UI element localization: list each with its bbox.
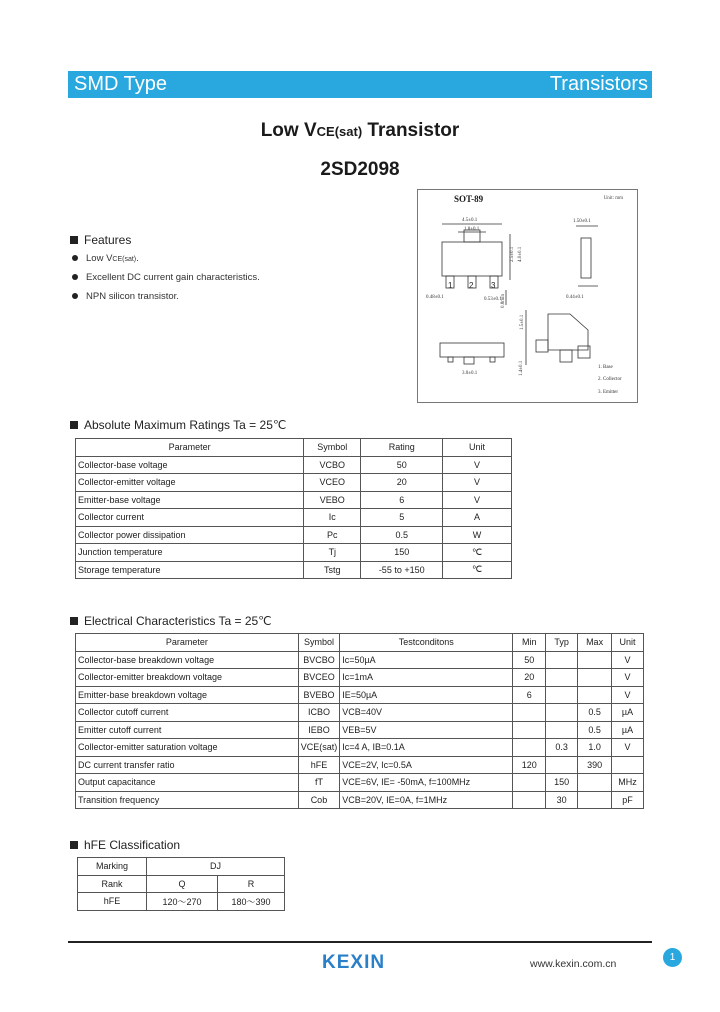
table-row: Storage temperature Tstg -55 to +150 ℃ — [76, 561, 512, 579]
svg-text:1. Base: 1. Base — [598, 365, 613, 370]
table-row: Collector-emitter breakdown voltage BVCEO Ic=1mA 20 V — [76, 669, 644, 687]
table-header-row: Parameter Symbol Testconditons Min Typ Max Unit — [76, 634, 644, 652]
features-heading: Features — [70, 233, 131, 247]
website-link[interactable]: www.kexin.com.cn — [530, 958, 617, 970]
table-row: hFE 120～270 180～390 — [78, 893, 285, 911]
product-title — [0, 120, 720, 142]
bullet-icon — [72, 274, 78, 280]
title-subscript: CE(sat) — [316, 124, 363, 139]
table-row: Collector-base breakdown voltage BVCBO Ic=50µA 50 V — [76, 651, 644, 669]
svg-text:3.0±0.1: 3.0±0.1 — [462, 371, 478, 376]
footer-divider — [68, 941, 652, 943]
table-row: Output capacitance fT VCE=6V, IE= -50mA, f=100MHz 150 MHz — [76, 774, 644, 792]
table-row: Junction temperature Tj 150 ℃ — [76, 544, 512, 562]
abs-max-heading: Absolute Maximum Ratings Ta = 25℃ — [70, 418, 286, 432]
package-drawing — [417, 189, 638, 403]
svg-text:1: 1 — [448, 281, 453, 290]
hfe-heading: hFE Classification — [70, 838, 180, 852]
svg-text:3: 3 — [491, 281, 496, 290]
svg-text:2.5±0.1: 2.5±0.1 — [510, 246, 515, 262]
table-row: Collector cutoff current ICBO VCB=40V 0.5 µA — [76, 704, 644, 722]
bullet-icon — [72, 255, 78, 261]
package-title: SOT-89 — [454, 194, 484, 204]
table-row: Collector-emitter saturation voltage VCE(sat) Ic=4 A, IB=0.1A 0.3 1.0 V — [76, 739, 644, 757]
table-row: DC current transfer ratio hFE VCE=2V, Ic=0.5A 120 390 — [76, 756, 644, 774]
title-prefix: Low V — [260, 120, 317, 141]
svg-text:1.50±0.1: 1.50±0.1 — [573, 219, 591, 224]
elec-table — [75, 633, 644, 809]
table-row: Emitter-base voltage VEBO 6 V — [76, 491, 512, 509]
svg-text:1.8±0.1: 1.8±0.1 — [464, 227, 480, 232]
table-row: Collector power dissipation Pc 0.5 W — [76, 526, 512, 544]
header-category: SMD Type — [74, 73, 167, 95]
svg-text:0.8min: 0.8min — [501, 293, 506, 308]
table-row: Transition frequency Cob VCB=20V, IE=0A, f=1MHz 30 pF — [76, 791, 644, 809]
svg-text:3. Emitter: 3. Emitter — [598, 390, 618, 395]
square-bullet-icon — [70, 236, 78, 244]
package-unit: Unit: mm — [603, 196, 623, 201]
svg-text:0.48±0.1: 0.48±0.1 — [426, 295, 444, 300]
square-bullet-icon — [70, 617, 78, 625]
hfe-table — [77, 857, 285, 911]
title-suffix: Transistor — [362, 120, 460, 141]
square-bullet-icon — [70, 421, 78, 429]
header-banner — [68, 71, 652, 98]
svg-text:0.44±0.1: 0.44±0.1 — [566, 295, 584, 300]
svg-text:2. Collector: 2. Collector — [598, 377, 622, 382]
table-header-row: Parameter Symbol Rating Unit — [76, 439, 512, 457]
table-row: Rank Q R — [78, 875, 285, 893]
svg-text:4.0±0.1: 4.0±0.1 — [518, 246, 523, 262]
svg-text:1.5±0.1: 1.5±0.1 — [520, 314, 525, 330]
feature-item: NPN silicon transistor. — [72, 291, 179, 302]
table-row: Collector-emitter voltage VCEO 20 V — [76, 474, 512, 492]
page-number: 1 — [663, 948, 682, 967]
svg-text:1.4±0.1: 1.4±0.1 — [519, 360, 524, 376]
table-row: Emitter cutoff current IEBO VEB=5V 0.5 µA — [76, 721, 644, 739]
part-number: 2SD2098 — [320, 159, 400, 180]
table-row: Collector-base voltage VCBO 50 V — [76, 456, 512, 474]
header-product-type: Transistors — [549, 73, 648, 95]
square-bullet-icon — [70, 841, 78, 849]
bullet-icon — [72, 293, 78, 299]
kexin-logo: KEXIN — [322, 952, 386, 973]
elec-heading: Electrical Characteristics Ta = 25℃ — [70, 614, 272, 628]
feature-item: Low VCE(sat). — [72, 253, 139, 264]
table-row: Emitter-base breakdown voltage BVEBO IE=50µA 6 V — [76, 686, 644, 704]
package-outline-drawing — [418, 190, 637, 402]
abs-max-table — [75, 438, 512, 579]
svg-text:0.53±0.1: 0.53±0.1 — [484, 297, 502, 302]
table-row: Marking DJ — [78, 858, 285, 876]
svg-text:4.5±0.1: 4.5±0.1 — [462, 218, 478, 223]
svg-text:2: 2 — [469, 281, 474, 290]
feature-item: Excellent DC current gain characteristics. — [72, 272, 260, 283]
table-row: Collector current Ic 5 A — [76, 509, 512, 527]
